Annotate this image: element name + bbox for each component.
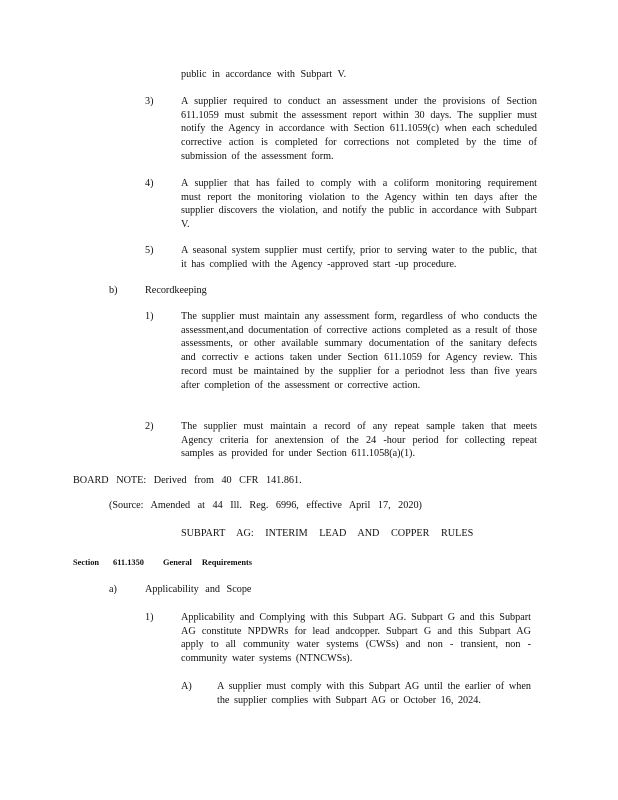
subpart-title: SUBPART AG: INTERIM LEAD AND COPPER RULES — [181, 528, 474, 539]
item-4-text: A supplier that has failed to comply with a coliform monitoring requirement must report the monitoring violation to the Agency within ten days after the supplier discovers the violation, and notify the public in accordance with Subpart V. — [181, 178, 537, 231]
item-number: 1) — [145, 311, 154, 322]
item-5-text: A seasonal system supplier must certify, prior to serving water to the public, that it has complied with the Agency -approved start -up procedure. — [181, 245, 537, 270]
item-number: 5) — [145, 245, 154, 256]
subsection-label: b) — [109, 285, 118, 296]
recordkeeping-item-1-text: The supplier must maintain any assessment form, regardless of who conducts the assessment,and documentation of corrective actions completed as a result of those assessments, or other available summary documentation of the sanitary defects and correctiv e actions taken under Section 611.1059 for Agency review. This record must be maintained by the supplier for a periodnot less than five years after completion of the assessment or corrective action. — [181, 311, 537, 391]
item-number: 2) — [145, 421, 154, 432]
applicability-item-A-text: A supplier must comply with this Subpart AG until the earlier of when the supplier complies with Subpart AG or October 16, 2024. — [217, 681, 531, 706]
recordkeeping-item-2-text: The supplier must maintain a record of any repeat sample taken that meets Agency criteria for anextension of the 24 -hour period for collecting repeat samples as provided for under Section 611.1058(a)(1). — [181, 421, 537, 460]
subsection-title: Recordkeeping — [145, 285, 207, 296]
source-note: (Source: Amended at 44 Ill. Reg. 6996, effective April 17, 2020) — [109, 500, 422, 511]
board-note: BOARD NOTE: Derived from 40 CFR 141.861. — [73, 475, 302, 486]
subsection-title: Applicability and Scope — [145, 584, 252, 595]
item-number: 1) — [145, 612, 154, 623]
section-word: Section — [73, 558, 100, 567]
item-number: A) — [181, 681, 192, 692]
subsection-label: a) — [109, 584, 117, 595]
applicability-item-1-text: Applicability and Complying with this Subpart AG. Subpart G and this Subpart AG constitute NPDWRs for lead andcopper. Subpart G and this Subpart AG apply to all community water systems (CWSs) and non - transient, non -community water systems (NTNCWSs). — [181, 612, 531, 665]
item-number: 3) — [145, 96, 154, 107]
continuation-text: public in accordance with Subpart V. — [181, 69, 347, 80]
section-title: General Requirements — [163, 558, 253, 567]
item-number: 4) — [145, 178, 154, 189]
section-number: 611.1350 — [113, 558, 144, 567]
item-3-text: A supplier required to conduct an assessment under the provisions of Section 611.1059 must submit the assessment report within 30 days. The supplier must notify the Agency in accordance with Section 611.1059(c) when each scheduled corrective action is completed for corrections not completed by the time of submission of the assessment form. — [181, 96, 537, 162]
